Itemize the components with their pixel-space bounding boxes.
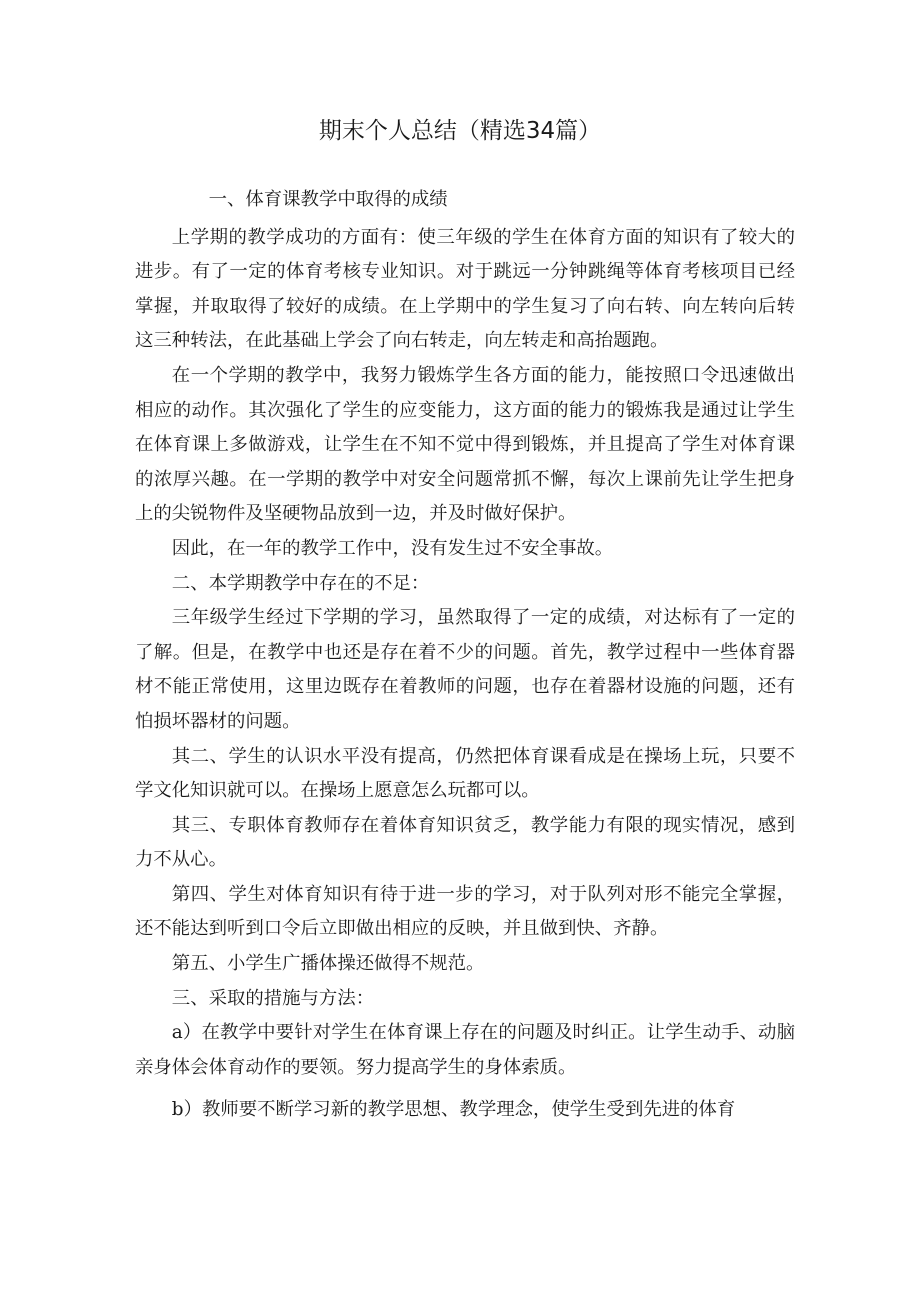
paragraph-fifth: 第五、小学生广播体操还做得不规范。 xyxy=(171,953,485,975)
paragraph-second: 其二、学生的认识水平没有提高，仍然把体育课看成是在操场上玩，只要不学文化知识就可以。在操场上愿意怎么玩都可以。 xyxy=(135,745,795,802)
paragraph-measure-a: a）在教学中要针对学生在体育课上存在的问题及时纠正。让学生动手、动脑亲身体会体育动作的要领。努力提高学生的身体索质。 xyxy=(135,1022,795,1078)
section-heading-2: 二、本学期教学中存在的不足： xyxy=(171,572,430,594)
paragraph-third: 其三、专职体育教师存在着体育知识贫乏，教学能力有限的现实情况，感到力不从心。 xyxy=(135,814,795,871)
section-heading-1: 一、体育课教学中取得的成绩 xyxy=(208,189,448,210)
paragraph-achievements: 上学期的教学成功的方面有：使三年级的学生在体育方面的知识有了较大的进步。有了一定的体育考核专业知识。对于跳远一分钟跳绳等体育考核项目已经掌握，并取取得了较好的成绩。在上学期中的学生复习了向右转、向左转向后转这三种转法，在此基础上学会了向右转走，向左转走和高抬题跑。 xyxy=(135,226,795,352)
paragraph-fourth: 第四、学生对体育知识有待于进一步的学习，对于队列对形不能完全掌握，还不能达到听到口令后立即做出相应的反映，并且做到快、齐静。 xyxy=(135,883,795,940)
paragraph-safety: 因此，在一年的教学工作中，没有发生过不安全事故。 xyxy=(171,537,614,559)
document-title: 期末个人总结（精选34篇） xyxy=(318,118,602,144)
paragraph-abilities: 在一个学期的教学中，我努力锻炼学生各方面的能力，能按照口令迅速做出相应的动作。其次强化了学生的应变能力，这方面的能力的锻炼我是通过让学生在体育课上多做游戏，让学生在不知不觉中得到锻炼，并且提高了学生对体育课的浓厚兴趣。在一学期的教学中对安全问题常抓不懈，每次上课前先让学生把身上的尖锐物件及坚硬物品放到一边，并及时做好保护。 xyxy=(135,364,795,525)
section-heading-3: 三、采取的措施与方法： xyxy=(171,987,375,1009)
paragraph-shortcomings: 三年级学生经过下学期的学习，虽然取得了一定的成绩，对达标有了一定的了解。但是，在教学中也还是存在着不少的问题。首先，教学过程中一些体育器材不能正常使用，这里边既存在着教师的问题，也存在着器材设施的问题，还有怕损坏器材的问题。 xyxy=(135,607,795,732)
document-body xyxy=(135,183,795,1128)
paragraph-measure-b: b）教师要不断学习新的教学思想、教学理念，使学生受到先进的体育 xyxy=(171,1099,736,1121)
